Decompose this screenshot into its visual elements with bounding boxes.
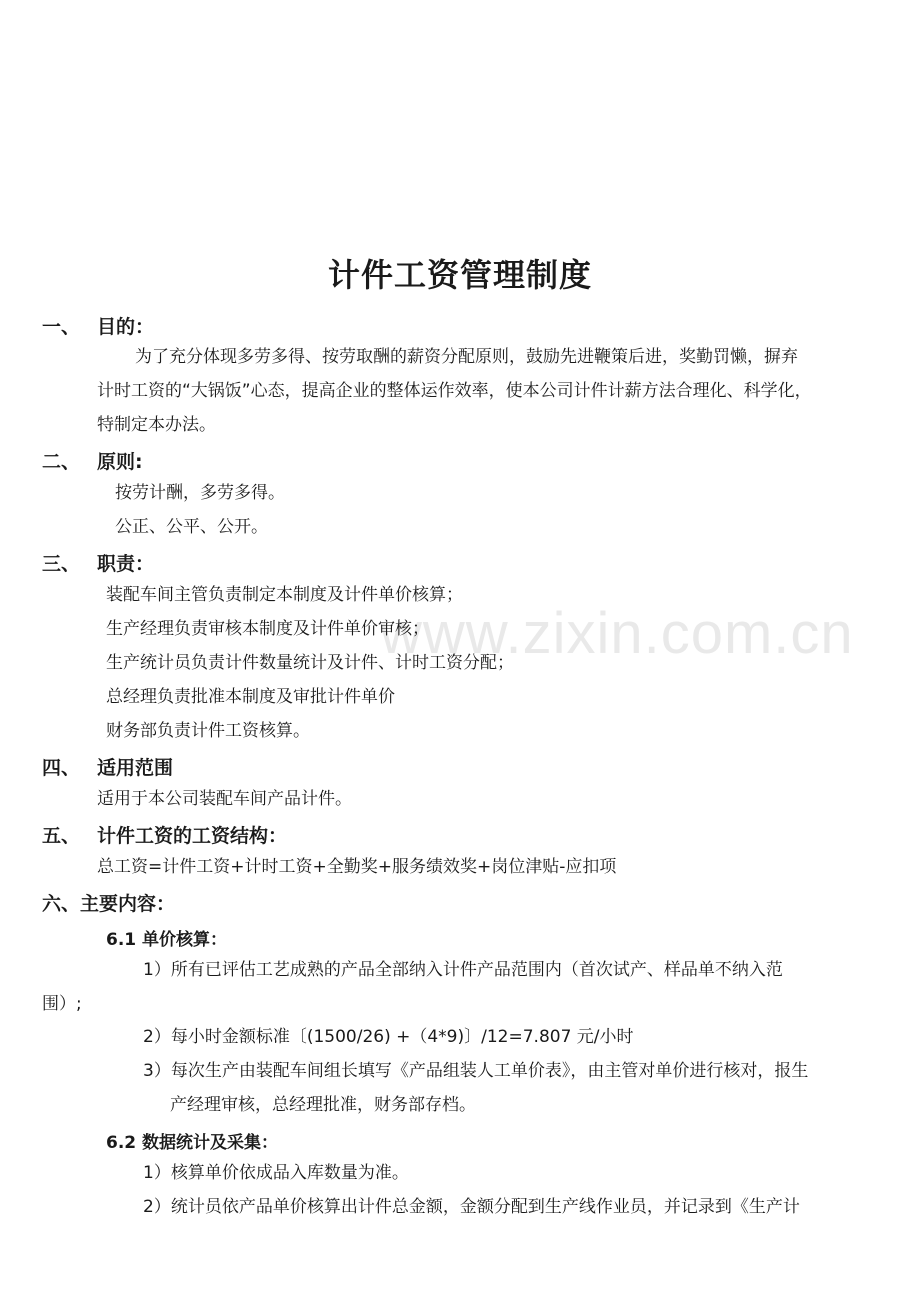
- section-label: 适用范围: [97, 757, 174, 779]
- section-label: 计件工资的工资结构：: [97, 825, 288, 847]
- section-label: 原则:: [97, 451, 143, 473]
- paragraph-line: 为了充分体现多劳多得、按劳取酬的薪资分配原则，鼓励先进鞭策后进，奖勤罚懒，摒弃: [135, 347, 798, 367]
- list-item: 装配车间主管负责制定本制度及计件单价核算；: [106, 585, 463, 605]
- list-item: 2）每小时金额标准〔(1500/26) +（4*9)〕/12=7.807 元/小时: [143, 1027, 634, 1047]
- list-item: 1）所有已评估工艺成熟的产品全部纳入计件产品范围内（首次试产、样品单不纳入范: [143, 960, 783, 980]
- salary-formula: 总工资=计件工资+计时工资+全勤奖+服务绩效奖+岗位津贴-应扣项: [97, 857, 617, 877]
- list-item: 总经理负责批准本制度及审批计件单价: [106, 687, 395, 707]
- list-item: 1）核算单价依成品入库数量为准。: [143, 1163, 409, 1183]
- section-number: 三、: [42, 553, 81, 575]
- list-item-continuation: 围）;: [42, 994, 82, 1014]
- subsection-heading-unit-price: 6.1 单价核算：: [106, 930, 228, 950]
- list-item: 生产经理负责审核本制度及计件单价审核；: [106, 619, 429, 639]
- watermark-text: www.zixin.com.cn: [380, 601, 854, 666]
- list-item: 按劳计酬，多劳多得。: [115, 483, 285, 503]
- paragraph-line: 特制定本办法。: [97, 415, 216, 435]
- list-item: 生产统计员负责计件数量统计及计件、计时工资分配；: [106, 653, 514, 673]
- section-number: 五、: [42, 825, 81, 847]
- paragraph-line: 适用于本公司装配车间产品计件。: [97, 789, 352, 809]
- section-number: 四、: [42, 757, 81, 779]
- section-label: 职责：: [97, 553, 155, 575]
- list-item: 公正、公平、公开。: [115, 517, 268, 537]
- document-title: 计件工资管理制度: [327, 256, 592, 294]
- section-label: 六、主要内容：: [42, 893, 176, 915]
- section-number: 一、: [42, 316, 81, 338]
- section-number: 二、: [42, 451, 81, 473]
- list-item: 3）每次生产由装配车间组长填写《产品组装人工单价表》，由主管对单价进行核对，报生: [143, 1061, 809, 1081]
- section-label: 目的：: [97, 316, 155, 338]
- paragraph-line: 计时工资的“大锅饭”心态，提高企业的整体运作效率，使本公司计件计薪方法合理化、科学化，: [97, 381, 812, 401]
- section-heading-main-content: [42, 889, 175, 916]
- list-item: 财务部负责计件工资核算。: [106, 721, 310, 741]
- subsection-heading-data-collection: 6.2 数据统计及采集：: [106, 1133, 279, 1153]
- list-item-continuation: 产经理审核，总经理批准，财务部存档。: [170, 1095, 476, 1115]
- list-item: 2）统计员依产品单价核算出计件总金额，金额分配到生产线作业员，并记录到《生产计: [143, 1197, 800, 1217]
